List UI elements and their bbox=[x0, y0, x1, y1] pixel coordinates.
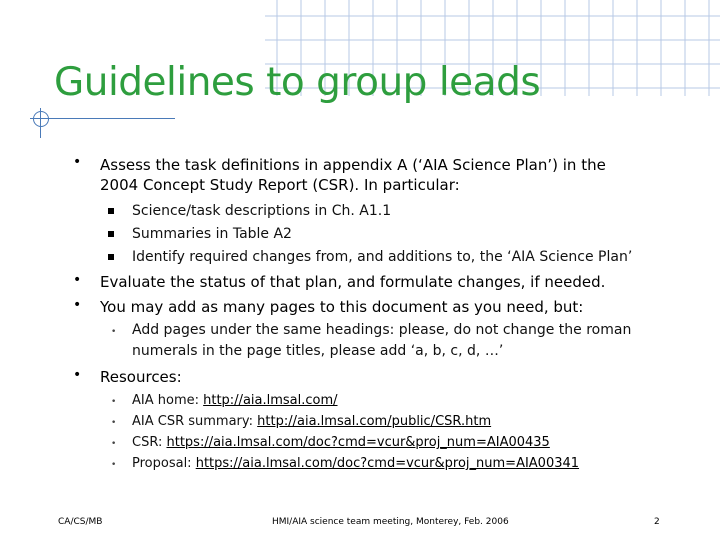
square-bullet-icon bbox=[108, 254, 114, 260]
resource-link[interactable]: http://aia.lmsal.com/ bbox=[203, 393, 338, 408]
bullet-dot-icon: • bbox=[73, 367, 82, 383]
resource-item bbox=[132, 410, 642, 433]
sub-bullet-summaries: Summaries in Table A2 bbox=[132, 226, 292, 242]
sub-bullet-science-task: Science/task descriptions in Ch. A1.1 bbox=[132, 203, 392, 219]
slide-title: Guidelines to group leads bbox=[54, 60, 541, 105]
square-bullet-icon bbox=[108, 231, 114, 237]
bullet-dot-icon: • bbox=[73, 297, 82, 313]
bullet-resources: Resources: bbox=[100, 368, 182, 386]
footer-page-number: 2 bbox=[654, 517, 660, 527]
small-bullet-icon: • bbox=[111, 327, 117, 337]
crosshair-icon bbox=[33, 111, 49, 127]
bullet-dot-icon: • bbox=[73, 154, 82, 170]
title-underline bbox=[30, 118, 175, 119]
bullet-add-pages: You may add as many pages to this document as you need, but: bbox=[100, 298, 584, 316]
resource-label: AIA CSR summary: bbox=[132, 414, 258, 429]
footer-authors: CA/CS/MB bbox=[58, 517, 103, 527]
small-bullet-icon: • bbox=[111, 397, 117, 407]
small-bullet-icon: • bbox=[111, 418, 117, 428]
footer-meeting: HMI/AIA science team meeting, Monterey, Feb. 2006 bbox=[272, 517, 509, 527]
resource-item bbox=[132, 452, 642, 475]
resource-label: CSR: bbox=[132, 435, 167, 450]
bullet-dot-icon: • bbox=[73, 272, 82, 288]
resource-item bbox=[132, 389, 642, 412]
square-bullet-icon bbox=[108, 208, 114, 214]
resource-item bbox=[132, 431, 642, 454]
small-bullet-icon: • bbox=[111, 460, 117, 470]
resource-label: AIA home: bbox=[132, 393, 204, 408]
resource-label: Proposal: bbox=[132, 456, 196, 471]
resource-link[interactable]: https://aia.lmsal.com/doc?cmd=vcur&proj_num=AIA00435 bbox=[166, 435, 550, 450]
resource-link[interactable]: http://aia.lmsal.com/public/CSR.htm bbox=[257, 414, 492, 429]
sub-bullet-identify-changes: Identify required changes from, and additions to, the ‘AIA Science Plan’ bbox=[132, 249, 633, 265]
bullet-evaluate: Evaluate the status of that plan, and formulate changes, if needed. bbox=[100, 273, 606, 291]
bullet-assess: Assess the task definitions in appendix A (‘AIA Science Plan’) in the 2004 Concept Study Report (CSR). In particular: bbox=[100, 156, 606, 194]
small-bullet-icon: • bbox=[111, 439, 117, 449]
sub-bullet-headings: Add pages under the same headings: please, do not change the roman numerals in the page titles, please add ‘a, b, c, d, …’ bbox=[132, 322, 632, 359]
resource-link[interactable]: https://aia.lmsal.com/doc?cmd=vcur&proj_num=AIA00341 bbox=[195, 456, 580, 471]
